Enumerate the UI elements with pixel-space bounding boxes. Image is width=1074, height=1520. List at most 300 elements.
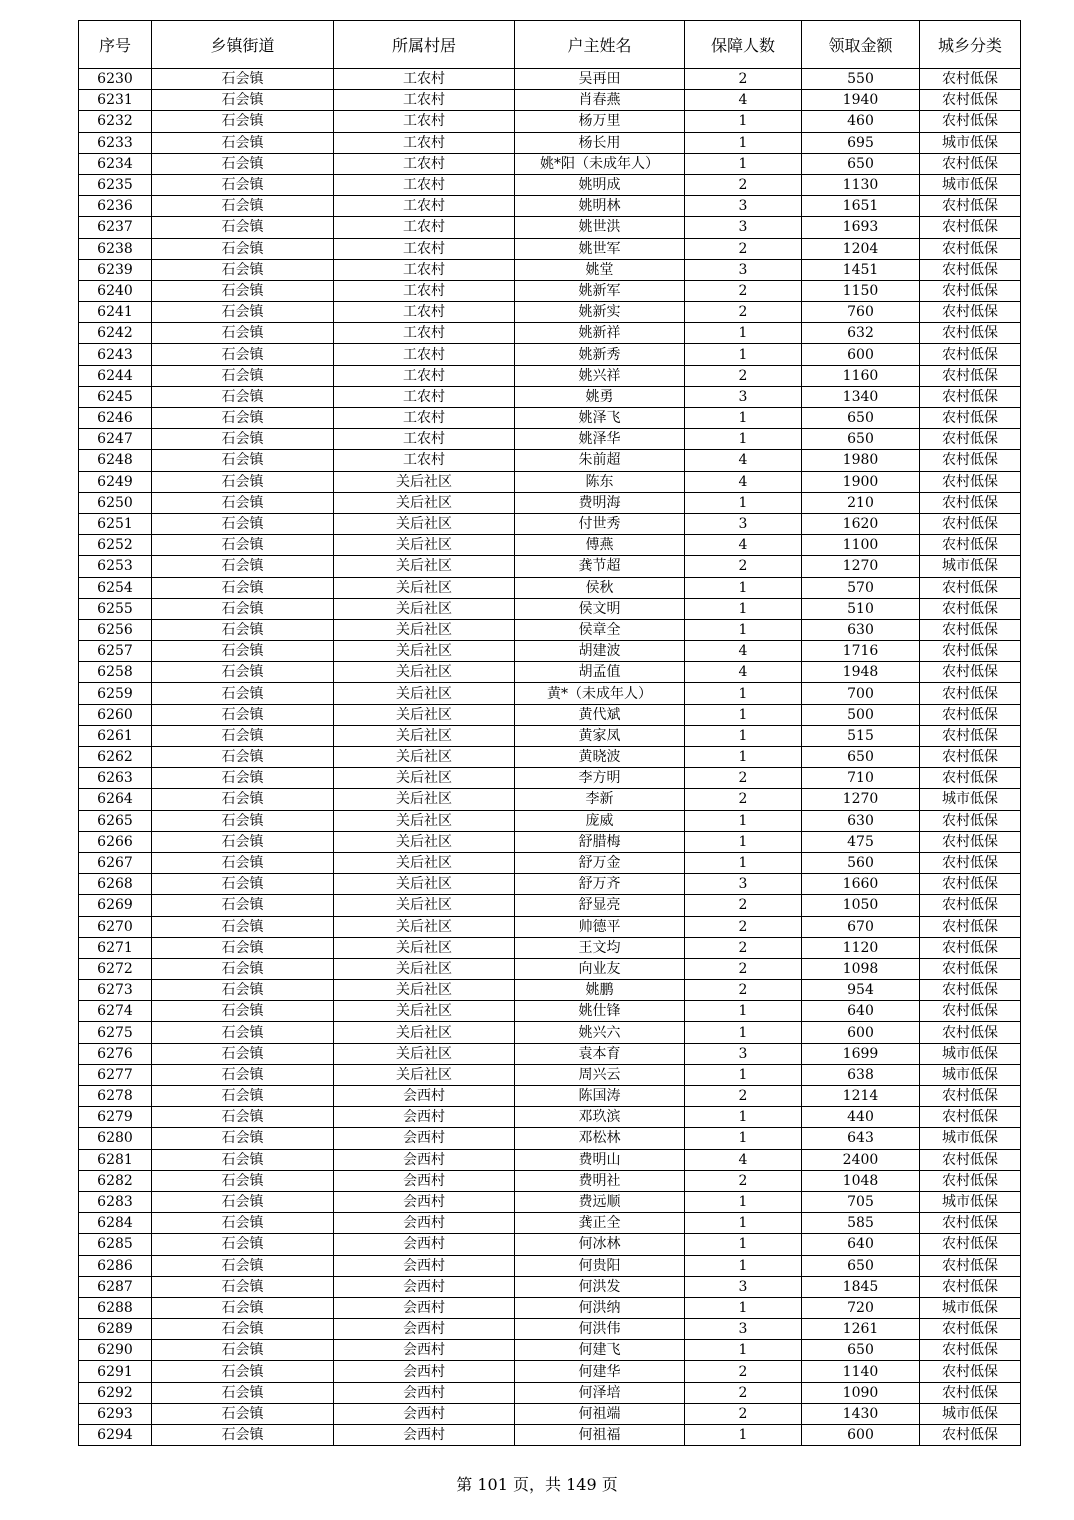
village-cell: 工农村 <box>334 450 515 471</box>
householder-cell: 黄*（未成年人） <box>515 683 685 704</box>
table-row <box>79 492 1021 513</box>
persons-cell: 2 <box>685 980 802 1001</box>
amount-cell: 1100 <box>802 535 920 556</box>
township-cell: 石会镇 <box>152 238 334 259</box>
householder-cell: 付世秀 <box>515 513 685 534</box>
serial-cell: 6273 <box>79 980 152 1001</box>
table-row <box>79 619 1021 640</box>
householder-cell: 姚堂 <box>515 259 685 280</box>
category-cell: 城市低保 <box>920 1403 1021 1424</box>
householder-cell: 邓松林 <box>515 1128 685 1149</box>
amount-cell: 1660 <box>802 874 920 895</box>
persons-cell: 3 <box>685 1319 802 1340</box>
village-cell: 工农村 <box>334 302 515 323</box>
category-cell: 农村低保 <box>920 704 1021 725</box>
township-cell: 石会镇 <box>152 259 334 280</box>
table-row <box>79 90 1021 111</box>
serial-cell: 6236 <box>79 196 152 217</box>
amount-cell: 2400 <box>802 1149 920 1170</box>
householder-cell: 姚新军 <box>515 280 685 301</box>
category-cell: 农村低保 <box>920 217 1021 238</box>
village-cell: 会西村 <box>334 1340 515 1361</box>
township-cell: 石会镇 <box>152 365 334 386</box>
table-row <box>79 556 1021 577</box>
header-township: 乡镇街道 <box>152 21 334 69</box>
village-cell: 会西村 <box>334 1234 515 1255</box>
persons-cell: 1 <box>685 619 802 640</box>
category-cell: 农村低保 <box>920 831 1021 852</box>
amount-cell: 705 <box>802 1191 920 1212</box>
persons-cell: 1 <box>685 323 802 344</box>
table-header <box>79 21 1021 69</box>
amount-cell: 1716 <box>802 641 920 662</box>
table-row <box>79 471 1021 492</box>
householder-cell: 李新 <box>515 789 685 810</box>
persons-cell: 2 <box>685 556 802 577</box>
amount-cell: 1620 <box>802 513 920 534</box>
serial-cell: 6263 <box>79 768 152 789</box>
householder-cell: 何祖福 <box>515 1425 685 1446</box>
village-cell: 会西村 <box>334 1382 515 1403</box>
village-cell: 关后社区 <box>334 916 515 937</box>
serial-cell: 6269 <box>79 895 152 916</box>
amount-cell: 1098 <box>802 958 920 979</box>
village-cell: 关后社区 <box>334 895 515 916</box>
township-cell: 石会镇 <box>152 556 334 577</box>
category-cell: 农村低保 <box>920 662 1021 683</box>
category-cell: 城市低保 <box>920 1297 1021 1318</box>
category-cell: 城市低保 <box>920 789 1021 810</box>
householder-cell: 姚世军 <box>515 238 685 259</box>
category-cell: 农村低保 <box>920 641 1021 662</box>
village-cell: 会西村 <box>334 1107 515 1128</box>
township-cell: 石会镇 <box>152 810 334 831</box>
category-cell: 城市低保 <box>920 174 1021 195</box>
category-cell: 农村低保 <box>920 1001 1021 1022</box>
persons-cell: 1 <box>685 1297 802 1318</box>
township-cell: 石会镇 <box>152 852 334 873</box>
category-cell: 农村低保 <box>920 725 1021 746</box>
serial-cell: 6281 <box>79 1149 152 1170</box>
table-row <box>79 1297 1021 1318</box>
village-cell: 关后社区 <box>334 789 515 810</box>
village-cell: 工农村 <box>334 323 515 344</box>
township-cell: 石会镇 <box>152 323 334 344</box>
amount-cell: 1261 <box>802 1319 920 1340</box>
amount-cell: 710 <box>802 768 920 789</box>
category-cell: 农村低保 <box>920 302 1021 323</box>
table-row <box>79 386 1021 407</box>
township-cell: 石会镇 <box>152 683 334 704</box>
householder-cell: 何贵阳 <box>515 1255 685 1276</box>
persons-cell: 1 <box>685 1022 802 1043</box>
householder-cell: 傅燕 <box>515 535 685 556</box>
table-row <box>79 831 1021 852</box>
township-cell: 石会镇 <box>152 895 334 916</box>
householder-cell: 舒显亮 <box>515 895 685 916</box>
householder-cell: 肖春燕 <box>515 90 685 111</box>
householder-cell: 黄代斌 <box>515 704 685 725</box>
village-cell: 关后社区 <box>334 1001 515 1022</box>
township-cell: 石会镇 <box>152 725 334 746</box>
persons-cell: 1 <box>685 1255 802 1276</box>
village-cell: 关后社区 <box>334 831 515 852</box>
table-row <box>79 1276 1021 1297</box>
householder-cell: 庞威 <box>515 810 685 831</box>
persons-cell: 2 <box>685 302 802 323</box>
householder-cell: 龚正全 <box>515 1213 685 1234</box>
township-cell: 石会镇 <box>152 1382 334 1403</box>
header-householder: 户主姓名 <box>515 21 685 69</box>
category-cell: 农村低保 <box>920 429 1021 450</box>
householder-cell: 姚勇 <box>515 386 685 407</box>
village-cell: 工农村 <box>334 365 515 386</box>
amount-cell: 1270 <box>802 789 920 810</box>
persons-cell: 4 <box>685 471 802 492</box>
amount-cell: 760 <box>802 302 920 323</box>
township-cell: 石会镇 <box>152 1001 334 1022</box>
householder-cell: 何泽培 <box>515 1382 685 1403</box>
township-cell: 石会镇 <box>152 174 334 195</box>
householder-cell: 侯秋 <box>515 577 685 598</box>
village-cell: 会西村 <box>334 1276 515 1297</box>
persons-cell: 2 <box>685 280 802 301</box>
category-cell: 农村低保 <box>920 1382 1021 1403</box>
village-cell: 会西村 <box>334 1255 515 1276</box>
category-cell: 农村低保 <box>920 1276 1021 1297</box>
category-cell: 农村低保 <box>920 1425 1021 1446</box>
amount-cell: 670 <box>802 916 920 937</box>
persons-cell: 2 <box>685 937 802 958</box>
village-cell: 关后社区 <box>334 556 515 577</box>
householder-cell: 费明海 <box>515 492 685 513</box>
header-village: 所属村居 <box>334 21 515 69</box>
category-cell: 农村低保 <box>920 874 1021 895</box>
serial-cell: 6276 <box>79 1043 152 1064</box>
amount-cell: 1130 <box>802 174 920 195</box>
village-cell: 工农村 <box>334 429 515 450</box>
persons-cell: 4 <box>685 535 802 556</box>
township-cell: 石会镇 <box>152 1276 334 1297</box>
village-cell: 关后社区 <box>334 492 515 513</box>
householder-cell: 姚新祥 <box>515 323 685 344</box>
serial-cell: 6254 <box>79 577 152 598</box>
table-row <box>79 217 1021 238</box>
householder-cell: 袁本育 <box>515 1043 685 1064</box>
village-cell: 关后社区 <box>334 535 515 556</box>
persons-cell: 3 <box>685 874 802 895</box>
township-cell: 石会镇 <box>152 1191 334 1212</box>
serial-cell: 6268 <box>79 874 152 895</box>
serial-cell: 6240 <box>79 280 152 301</box>
persons-cell: 2 <box>685 365 802 386</box>
persons-cell: 2 <box>685 1382 802 1403</box>
category-cell: 城市低保 <box>920 556 1021 577</box>
serial-cell: 6285 <box>79 1234 152 1255</box>
table-row <box>79 323 1021 344</box>
householder-cell: 陈东 <box>515 471 685 492</box>
village-cell: 工农村 <box>334 344 515 365</box>
category-cell: 农村低保 <box>920 111 1021 132</box>
persons-cell: 2 <box>685 958 802 979</box>
table-body <box>79 69 1021 1446</box>
table-row <box>79 1255 1021 1276</box>
householder-cell: 费明山 <box>515 1149 685 1170</box>
householder-cell: 费明社 <box>515 1170 685 1191</box>
category-cell: 农村低保 <box>920 1340 1021 1361</box>
amount-cell: 515 <box>802 725 920 746</box>
serial-cell: 6247 <box>79 429 152 450</box>
persons-cell: 1 <box>685 683 802 704</box>
table-row <box>79 1361 1021 1382</box>
category-cell: 农村低保 <box>920 535 1021 556</box>
persons-cell: 2 <box>685 1086 802 1107</box>
householder-cell: 侯文明 <box>515 598 685 619</box>
table-row <box>79 704 1021 725</box>
amount-cell: 1900 <box>802 471 920 492</box>
serial-cell: 6292 <box>79 1382 152 1403</box>
table-row <box>79 916 1021 937</box>
village-cell: 工农村 <box>334 153 515 174</box>
householder-cell: 胡建波 <box>515 641 685 662</box>
village-cell: 关后社区 <box>334 1043 515 1064</box>
amount-cell: 1980 <box>802 450 920 471</box>
header-category: 城乡分类 <box>920 21 1021 69</box>
village-cell: 会西村 <box>334 1403 515 1424</box>
householder-cell: 侯章全 <box>515 619 685 640</box>
village-cell: 会西村 <box>334 1170 515 1191</box>
serial-cell: 6284 <box>79 1213 152 1234</box>
township-cell: 石会镇 <box>152 69 334 90</box>
amount-cell: 1948 <box>802 662 920 683</box>
table-row <box>79 408 1021 429</box>
amount-cell: 1430 <box>802 1403 920 1424</box>
amount-cell: 550 <box>802 69 920 90</box>
householder-cell: 姚兴六 <box>515 1022 685 1043</box>
householder-cell: 陈国涛 <box>515 1086 685 1107</box>
township-cell: 石会镇 <box>152 492 334 513</box>
table-row <box>79 810 1021 831</box>
township-cell: 石会镇 <box>152 1128 334 1149</box>
table-row <box>79 725 1021 746</box>
persons-cell: 3 <box>685 196 802 217</box>
header-persons: 保障人数 <box>685 21 802 69</box>
persons-cell: 1 <box>685 1191 802 1212</box>
village-cell: 工农村 <box>334 69 515 90</box>
persons-cell: 1 <box>685 810 802 831</box>
township-cell: 石会镇 <box>152 1425 334 1446</box>
table-row <box>79 874 1021 895</box>
category-cell: 农村低保 <box>920 1213 1021 1234</box>
serial-cell: 6274 <box>79 1001 152 1022</box>
table-row <box>79 69 1021 90</box>
header-row <box>79 21 1021 69</box>
township-cell: 石会镇 <box>152 535 334 556</box>
category-cell: 农村低保 <box>920 69 1021 90</box>
serial-cell: 6270 <box>79 916 152 937</box>
category-cell: 农村低保 <box>920 1086 1021 1107</box>
village-cell: 关后社区 <box>334 874 515 895</box>
table-row <box>79 1403 1021 1424</box>
householder-cell: 姚兴祥 <box>515 365 685 386</box>
persons-cell: 3 <box>685 217 802 238</box>
category-cell: 农村低保 <box>920 1234 1021 1255</box>
village-cell: 关后社区 <box>334 768 515 789</box>
village-cell: 工农村 <box>334 174 515 195</box>
persons-cell: 1 <box>685 704 802 725</box>
village-cell: 关后社区 <box>334 725 515 746</box>
amount-cell: 1651 <box>802 196 920 217</box>
serial-cell: 6232 <box>79 111 152 132</box>
householder-cell: 杨长用 <box>515 132 685 153</box>
serial-cell: 6252 <box>79 535 152 556</box>
amount-cell: 650 <box>802 408 920 429</box>
serial-cell: 6287 <box>79 1276 152 1297</box>
amount-cell: 570 <box>802 577 920 598</box>
householder-cell: 何洪发 <box>515 1276 685 1297</box>
township-cell: 石会镇 <box>152 302 334 323</box>
township-cell: 石会镇 <box>152 747 334 768</box>
category-cell: 农村低保 <box>920 958 1021 979</box>
category-cell: 农村低保 <box>920 1022 1021 1043</box>
village-cell: 会西村 <box>334 1361 515 1382</box>
table-row <box>79 1382 1021 1403</box>
amount-cell: 700 <box>802 683 920 704</box>
amount-cell: 640 <box>802 1001 920 1022</box>
persons-cell: 4 <box>685 450 802 471</box>
table-row <box>79 852 1021 873</box>
amount-cell: 600 <box>802 1425 920 1446</box>
category-cell: 农村低保 <box>920 280 1021 301</box>
persons-cell: 2 <box>685 768 802 789</box>
persons-cell: 2 <box>685 1361 802 1382</box>
township-cell: 石会镇 <box>152 344 334 365</box>
category-cell: 城市低保 <box>920 1191 1021 1212</box>
category-cell: 农村低保 <box>920 196 1021 217</box>
persons-cell: 1 <box>685 1064 802 1085</box>
page-footer: 第 101 页，共 149 页 <box>456 1475 618 1494</box>
table-row <box>79 344 1021 365</box>
township-cell: 石会镇 <box>152 874 334 895</box>
township-cell: 石会镇 <box>152 196 334 217</box>
category-cell: 农村低保 <box>920 492 1021 513</box>
village-cell: 会西村 <box>334 1425 515 1446</box>
township-cell: 石会镇 <box>152 662 334 683</box>
category-cell: 农村低保 <box>920 768 1021 789</box>
village-cell: 关后社区 <box>334 958 515 979</box>
category-cell: 农村低保 <box>920 916 1021 937</box>
persons-cell: 2 <box>685 238 802 259</box>
householder-cell: 舒腊梅 <box>515 831 685 852</box>
serial-cell: 6293 <box>79 1403 152 1424</box>
township-cell: 石会镇 <box>152 1086 334 1107</box>
amount-cell: 585 <box>802 1213 920 1234</box>
amount-cell: 1940 <box>802 90 920 111</box>
amount-cell: 1845 <box>802 1276 920 1297</box>
table-row <box>79 1043 1021 1064</box>
township-cell: 石会镇 <box>152 1340 334 1361</box>
persons-cell: 1 <box>685 111 802 132</box>
amount-cell: 500 <box>802 704 920 725</box>
table-row <box>79 937 1021 958</box>
table-row <box>79 450 1021 471</box>
village-cell: 关后社区 <box>334 641 515 662</box>
householder-cell: 邓玖滨 <box>515 1107 685 1128</box>
township-cell: 石会镇 <box>152 429 334 450</box>
serial-cell: 6261 <box>79 725 152 746</box>
serial-cell: 6294 <box>79 1425 152 1446</box>
township-cell: 石会镇 <box>152 280 334 301</box>
persons-cell: 1 <box>685 1001 802 1022</box>
table-row <box>79 980 1021 1001</box>
township-cell: 石会镇 <box>152 768 334 789</box>
category-cell: 城市低保 <box>920 1128 1021 1149</box>
category-cell: 农村低保 <box>920 513 1021 534</box>
serial-cell: 6231 <box>79 90 152 111</box>
table-row <box>79 238 1021 259</box>
village-cell: 关后社区 <box>334 937 515 958</box>
persons-cell: 1 <box>685 577 802 598</box>
persons-cell: 2 <box>685 69 802 90</box>
category-cell: 农村低保 <box>920 1255 1021 1276</box>
householder-cell: 姚世洪 <box>515 217 685 238</box>
amount-cell: 1204 <box>802 238 920 259</box>
serial-cell: 6249 <box>79 471 152 492</box>
amount-cell: 695 <box>802 132 920 153</box>
persons-cell: 3 <box>685 513 802 534</box>
village-cell: 关后社区 <box>334 704 515 725</box>
township-cell: 石会镇 <box>152 980 334 1001</box>
category-cell: 城市低保 <box>920 1064 1021 1085</box>
householder-cell: 姚*阳（未成年人） <box>515 153 685 174</box>
category-cell: 农村低保 <box>920 259 1021 280</box>
village-cell: 关后社区 <box>334 619 515 640</box>
township-cell: 石会镇 <box>152 1043 334 1064</box>
serial-cell: 6280 <box>79 1128 152 1149</box>
table-row <box>79 280 1021 301</box>
householder-cell: 何冰林 <box>515 1234 685 1255</box>
township-cell: 石会镇 <box>152 619 334 640</box>
persons-cell: 1 <box>685 725 802 746</box>
village-cell: 工农村 <box>334 408 515 429</box>
table-row <box>79 1319 1021 1340</box>
township-cell: 石会镇 <box>152 1319 334 1340</box>
householder-cell: 姚明成 <box>515 174 685 195</box>
serial-cell: 6272 <box>79 958 152 979</box>
amount-cell: 600 <box>802 344 920 365</box>
persons-cell: 1 <box>685 408 802 429</box>
roster-table <box>78 20 1021 1446</box>
village-cell: 关后社区 <box>334 810 515 831</box>
serial-cell: 6243 <box>79 344 152 365</box>
amount-cell: 643 <box>802 1128 920 1149</box>
serial-cell: 6244 <box>79 365 152 386</box>
persons-cell: 1 <box>685 492 802 513</box>
township-cell: 石会镇 <box>152 90 334 111</box>
persons-cell: 1 <box>685 831 802 852</box>
serial-cell: 6245 <box>79 386 152 407</box>
serial-cell: 6255 <box>79 598 152 619</box>
table-row <box>79 302 1021 323</box>
amount-cell: 1270 <box>802 556 920 577</box>
persons-cell: 1 <box>685 153 802 174</box>
category-cell: 农村低保 <box>920 153 1021 174</box>
serial-cell: 6278 <box>79 1086 152 1107</box>
householder-cell: 周兴云 <box>515 1064 685 1085</box>
category-cell: 农村低保 <box>920 386 1021 407</box>
serial-cell: 6289 <box>79 1319 152 1340</box>
township-cell: 石会镇 <box>152 408 334 429</box>
